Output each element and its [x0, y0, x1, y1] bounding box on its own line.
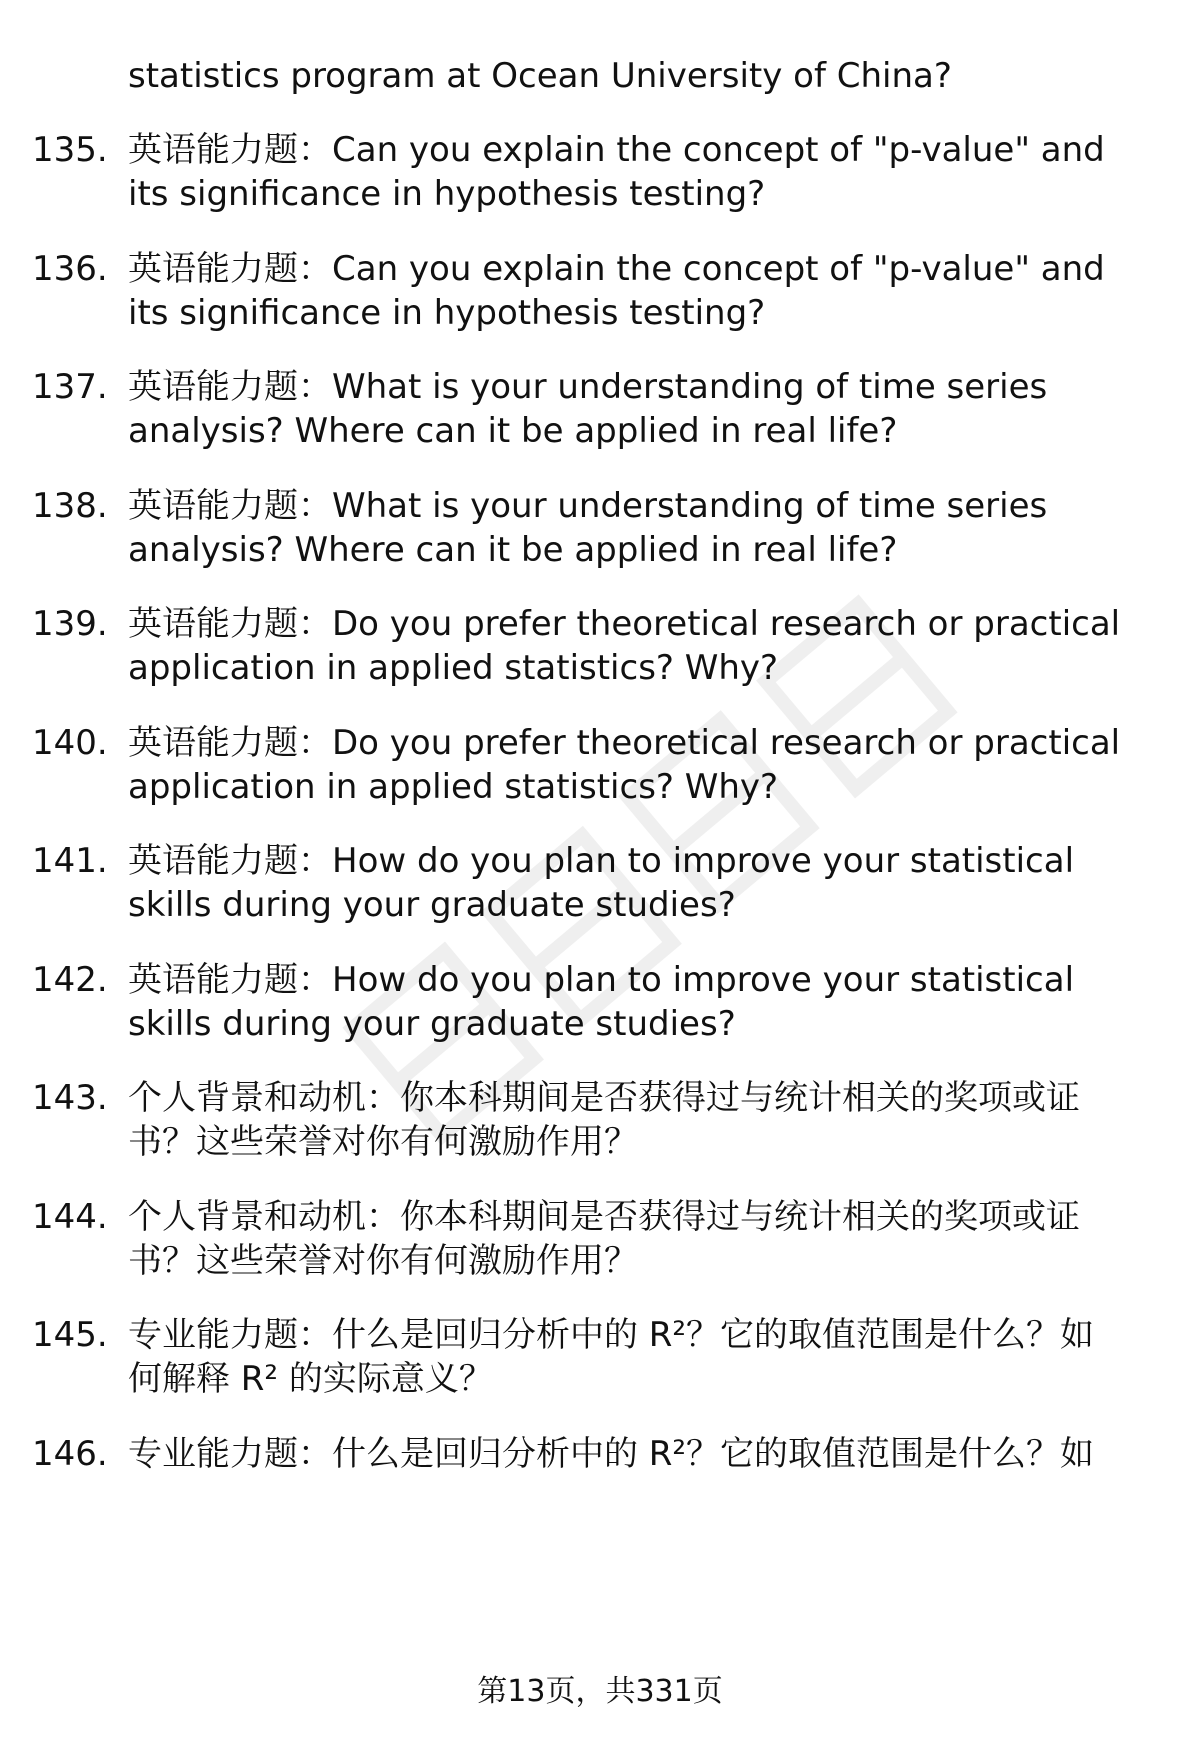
- item-number: 142.: [32, 960, 108, 1000]
- item-number: 139.: [32, 604, 108, 644]
- page-footer: 第13页，共331页: [477, 1674, 723, 1709]
- item-line: 个人背景和动机：你本科期间是否获得过与统计相关的奖项或证: [128, 1078, 1080, 1118]
- item-number: 135.: [32, 130, 108, 170]
- item-number: 143.: [32, 1078, 108, 1118]
- item-line: application in applied statistics? Why?: [128, 648, 779, 688]
- item-number: 138.: [32, 486, 108, 526]
- item-number: 141.: [32, 841, 108, 881]
- item-line: 书？这些荣誉对你有何激励作用？: [128, 1122, 638, 1162]
- item-line: 英语能力题：Can you explain the concept of "p-value" and: [128, 130, 1105, 170]
- item-line: analysis? Where can it be applied in real life?: [128, 530, 898, 570]
- item-line: analysis? Where can it be applied in real life?: [128, 411, 898, 451]
- item-number: 145.: [32, 1315, 108, 1355]
- item-line: 英语能力题：What is your understanding of time series: [128, 486, 1048, 526]
- item-line: its significance in hypothesis testing?: [128, 293, 766, 333]
- item-number: 136.: [32, 249, 108, 289]
- item-line: 何解释 R² 的实际意义？: [128, 1359, 493, 1399]
- item-line: 英语能力题：How do you plan to improve your statistical: [128, 841, 1075, 881]
- item-line: 英语能力题：Do you prefer theoretical research or practical: [128, 723, 1121, 763]
- item-line: 书？这些荣誉对你有何激励作用？: [128, 1241, 638, 1281]
- item-line: skills during your graduate studies?: [128, 1004, 736, 1044]
- item-number: 140.: [32, 723, 108, 763]
- item-line: 英语能力题：How do you plan to improve your statistical: [128, 960, 1075, 1000]
- item-line: skills during your graduate studies?: [128, 885, 736, 925]
- item-line: application in applied statistics? Why?: [128, 767, 779, 807]
- item-number: 137.: [32, 367, 108, 407]
- item-line: 英语能力题：What is your understanding of time series: [128, 367, 1048, 407]
- item-line: 英语能力题：Can you explain the concept of "p-value" and: [128, 249, 1105, 289]
- intro-line: statistics program at Ocean University of China?: [128, 56, 952, 96]
- item-line: 专业能力题：什么是回归分析中的 R²？它的取值范围是什么？如: [128, 1315, 1095, 1355]
- item-line: 个人背景和动机：你本科期间是否获得过与统计相关的奖项或证: [128, 1197, 1080, 1237]
- item-line: 专业能力题：什么是回归分析中的 R²？它的取值范围是什么？如: [128, 1434, 1095, 1474]
- item-number: 144.: [32, 1197, 108, 1237]
- item-line: 英语能力题：Do you prefer theoretical research or practical: [128, 604, 1121, 644]
- item-number: 146.: [32, 1434, 108, 1474]
- item-line: its significance in hypothesis testing?: [128, 174, 766, 214]
